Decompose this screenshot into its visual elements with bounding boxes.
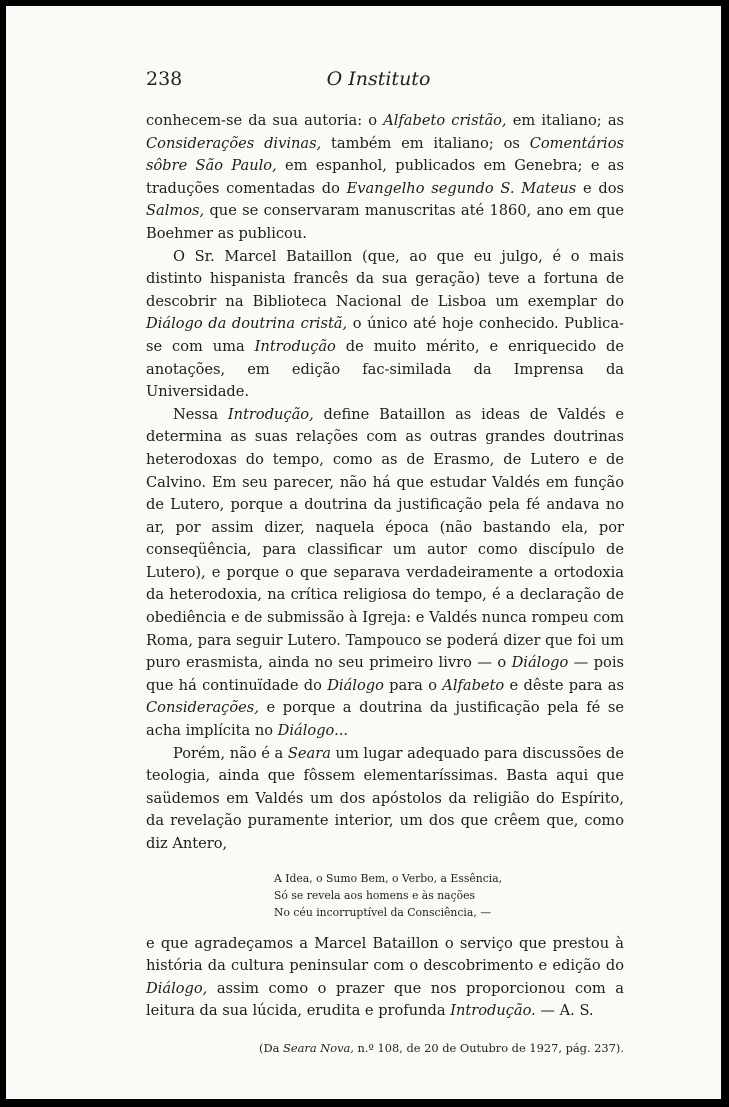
- running-title: O Instituto: [326, 68, 431, 90]
- page-header: [146, 68, 611, 94]
- poem-line: Só se revela aos homens e às nações: [274, 888, 476, 902]
- paragraph-3: Nessa Introdução, define Bataillon as ideas de Valdés e determina as suas relações com as outras grandes doutrinas heterodoxas do tempo, como as de Erasmo, de Lutero e de Calvino. Em seu parecer, não há que estudar Valdés em função de Lutero, porque a doutrina da justificação pela fé andava no ar, por assim dizer, naquela época (não bastando ela, por conseqüência, para classificar um autor como discípulo de Lutero), e porque o que separava verdadeiramente a ortodoxia da heterodoxia, na crítica religiosa do tempo, é a declaração de obediência e de submissão à Igreja: e Valdés nunca rompeu com Roma, para seguir Lutero. Tampouco se poderá dizer que foi um puro erasmista, ainda no seu primeiro livro — o Diálogo — pois que há continuïdade do Diálogo para o Alfabeto e dêste para as Considerações, e porque a doutrina da justificação pela fé se acha implícita no Diálogo...: [146, 405, 624, 740]
- page: [6, 6, 721, 1099]
- paragraph-5: e que agradeçamos a Marcel Bataillon o serviço que prestou à história da cultura peninsular com o descobrimento e edição do Diálogo, assim como o prazer que nos proporcionou com a leitura da sua lúcida, erudita e profunda Introdução. — A. S.: [146, 934, 624, 1020]
- poem-line: No céu incorruptível da Consciência, —: [274, 905, 491, 919]
- paragraph-4: Porém, não é a Seara um lugar adequado para discussões de teologia, ainda que fôssem elementaríssimas. Basta aqui que saüdemos em Valdés um dos apóstolos da religião do Espírito, da revelação puramente interior, um dos que crêem que, como diz Antero,: [146, 744, 624, 852]
- poem-line: A Idea, o Sumo Bem, o Verbo, a Essência,: [274, 871, 503, 885]
- source-citation: (Da Seara Nova, n.º 108, de 20 de Outubro de 1927, pág. 237).: [259, 1040, 624, 1055]
- paragraph-1: conhecem-se da sua autoria: o Alfabeto cristão, em italiano; as Considerações divinas, também em italiano; os Comentários sôbre São Paulo, em espanhol, publicados em Genebra; e as traduções comentadas do Evangelho segundo S. Mateus e dos Salmos, que se conservaram manuscritas até 1860, ano em que Boehmer as publicou.: [146, 112, 625, 242]
- page-number: 238: [146, 68, 183, 90]
- paragraph-2: O Sr. Marcel Bataillon (que, ao que eu julgo, é o mais distinto hispanista francês da sua geração) teve a fortuna de descobrir na Biblioteca Nacional de Lisboa um exemplar do Diálogo da doutrina cristã, o único até hoje conhecido. Publica-se com uma Introdução de muito mérito, e enriquecido de anotações, em edição fac-similada da Imprensa da Universidade.: [146, 247, 625, 401]
- article-body: [146, 110, 624, 1060]
- poem-quote: [274, 870, 624, 921]
